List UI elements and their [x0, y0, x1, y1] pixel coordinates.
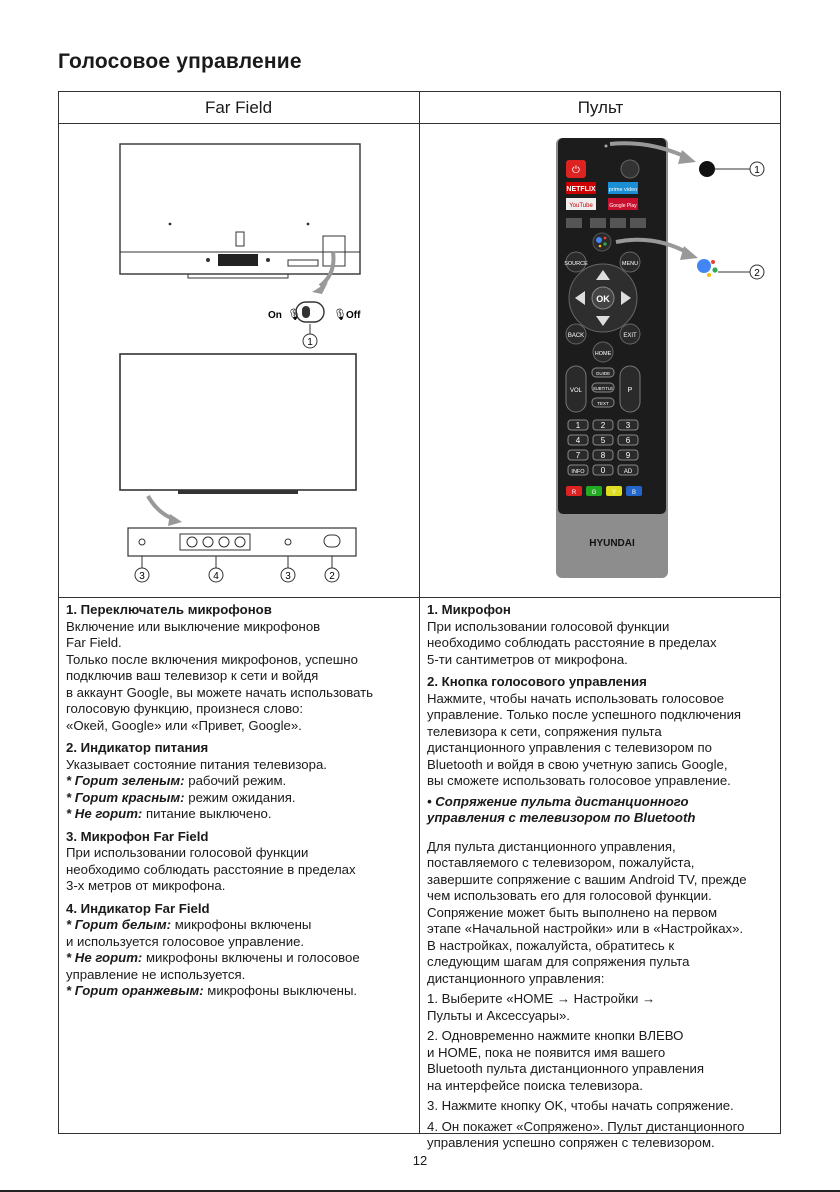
tv-figure — [58, 124, 419, 596]
text-line: необходимо соблюдать расстояние в пределах — [66, 861, 356, 877]
text-line: на интерфейсе поиска телевизора. — [427, 1077, 643, 1093]
far-field-indicator-heading: 4. Индикатор Far Field — [66, 900, 210, 916]
text-line: Пульты и Аксессуары». — [427, 1007, 570, 1023]
text-line: управления успешно сопряжен с телевизором. — [427, 1135, 715, 1150]
text-span: рабочий режим. — [184, 773, 287, 788]
text-span: режим ожидания. — [184, 789, 296, 805]
guide-button-label: GUIDE — [595, 371, 611, 376]
emphasis: * Не горит: — [66, 950, 143, 965]
text-line: «Окей, Google» или «Привет, Google». — [66, 717, 302, 733]
num-2: 2 — [600, 421, 606, 430]
text-line — [66, 917, 416, 934]
text-line: Включение или выключение микрофонов — [66, 618, 321, 634]
text-line — [66, 806, 416, 823]
text-line — [66, 773, 416, 790]
home-button-label: HOME — [594, 351, 612, 357]
switch-off-label: Off — [346, 310, 361, 321]
ad-button-label: AD — [623, 469, 633, 475]
text-line: завершите сопряжение с вашим Android TV, прежде — [427, 871, 747, 887]
text-span: питание выключено. — [142, 806, 272, 821]
text-line: подключив ваш телевизор к сети и войдя — [66, 668, 319, 683]
callout-1-tv: 1 — [307, 337, 313, 348]
num-0: 0 — [600, 466, 606, 475]
text-line: Указывает состояние питания телевизора. — [66, 756, 327, 772]
text-line: следующим шагам для сопряжения пульта — [427, 954, 690, 969]
ok-button-label: OK — [596, 294, 610, 304]
text-line: 4. Он покажет «Сопряжено». Пульт дистанционного — [427, 1118, 745, 1134]
source-button-label: SOURCE — [564, 261, 588, 267]
text-line: и используется голосовое управление. — [66, 933, 305, 949]
microphone-heading: 1. Микрофон — [427, 602, 511, 617]
page-number: 12 — [412, 1153, 428, 1168]
text-line: голосовую функцию, произнеся слово: — [66, 701, 304, 716]
text-line: При использовании голосовой функции — [66, 845, 309, 860]
page-title: Голосовое управление — [58, 50, 302, 73]
text-line: телевизора к сети, сопряжения пульта — [427, 723, 662, 739]
num-6: 6 — [625, 436, 631, 445]
youtube-button-label: YouTube — [569, 203, 593, 209]
text-span: микрофоны выключены. — [203, 983, 358, 998]
num-4: 4 — [575, 436, 581, 445]
text-line: управление не используется. — [66, 966, 246, 982]
text-line: Для пульта дистанционного управления, — [427, 838, 676, 854]
remote-description — [427, 600, 779, 1152]
far-field-mic-heading: 3. Микрофон Far Field — [66, 828, 209, 844]
text-line: чем использовать его для голосовой функции. — [427, 888, 712, 903]
back-button-label: BACK — [567, 333, 585, 339]
svg-text:⏻: ⏻ — [572, 165, 580, 176]
text-line: Только после включения микрофонов, успешно — [66, 651, 358, 667]
callout-2-tv: 2 — [329, 571, 335, 582]
num-8: 8 — [600, 451, 606, 460]
blue-button-label: B — [631, 490, 637, 496]
num-7: 7 — [575, 451, 581, 460]
netflix-button-label: NETFLIX — [566, 186, 596, 193]
text-span: микрофоны включены и голосовое — [142, 950, 360, 965]
p-button-label: P — [627, 387, 633, 394]
col-header-far-field: Far Field — [204, 98, 273, 117]
text-line: 2. Одновременно нажмите кнопки ВЛЕВО — [427, 1028, 684, 1043]
text-line: Bluetooth пульта дистанционного управления — [427, 1061, 705, 1076]
exit-button-label: EXIT — [623, 333, 637, 339]
text-line: поставляемого с телевизором, пожалуйста, — [427, 855, 695, 870]
text-line: Сопряжение может быть выполнено на первом — [427, 904, 718, 920]
callout-4: 4 — [213, 571, 219, 582]
text-line: 3. Нажмите кнопку OK, чтобы начать сопряжение. — [427, 1098, 734, 1113]
text-line: 3-х метров от микрофона. — [66, 878, 226, 893]
text-line: При использовании голосовой функции — [427, 618, 670, 634]
text-line: В настройках, пожалуйста, обратитесь к — [427, 937, 675, 953]
emphasis: * Горит белым: — [66, 917, 172, 932]
info-button-label: INFO — [571, 469, 585, 475]
menu-button-label: MENU — [621, 261, 639, 267]
svg-text:🎙: 🎙 — [333, 309, 347, 321]
text-line: вы сможете использовать голосовое управление. — [427, 773, 731, 788]
text-line: 1. Выберите «HOME → Настройки → — [427, 991, 656, 1006]
vol-button-label: VOL — [569, 388, 583, 394]
text-line: дистанционного управления: — [427, 970, 605, 986]
text-line: этапе «Начальной настройки» или в «Настройках». — [427, 921, 744, 936]
text-line: 5-ти сантиметров от микрофона. — [427, 651, 628, 667]
num-1: 1 — [575, 421, 581, 430]
text-span: микрофоны включены — [171, 917, 312, 932]
far-field-description — [66, 600, 416, 1000]
emphasis: * Горит оранжевым: — [66, 983, 204, 998]
svg-text:🎙: 🎙 — [287, 309, 301, 321]
callout-2-remote: 2 — [754, 268, 760, 279]
green-button-label: G — [591, 490, 597, 496]
text-line: и HOME, пока не появится имя вашего — [427, 1044, 666, 1060]
subtitle-button-label: SUBTITLE — [592, 386, 614, 391]
text-line — [66, 983, 416, 1000]
num-9: 9 — [625, 451, 631, 460]
pairing-heading: • Сопряжение пульта дистанционного — [427, 793, 689, 809]
text-line: Far Field. — [66, 635, 122, 650]
text-button-label: TEXT — [597, 401, 609, 406]
callout-3-a: 3 — [139, 571, 145, 582]
text-line: управление. Только после успешного подключения — [427, 707, 742, 722]
text-line: в аккаунт Google, вы можете начать использовать — [66, 684, 374, 700]
voice-button-heading: 2. Кнопка голосового управления — [427, 674, 647, 689]
remote-figure — [420, 124, 781, 596]
red-button-label: R — [571, 490, 577, 496]
yellow-button-label: Y — [611, 490, 617, 496]
num-3: 3 — [625, 421, 631, 430]
callout-1-remote: 1 — [754, 165, 760, 176]
gplay-button-label: Google Play — [609, 203, 637, 209]
prime-button-label: prime video — [608, 187, 638, 193]
text-line — [66, 950, 416, 967]
power-indicator-heading: 2. Индикатор питания — [66, 740, 209, 755]
col-header-remote: Пульт — [577, 98, 624, 117]
emphasis: * Не горит: — [66, 806, 143, 821]
text-line: необходимо соблюдать расстояние в пределах — [427, 635, 717, 650]
text-line — [66, 790, 416, 807]
switch-on-label: On — [268, 310, 282, 321]
pairing-heading-cont: управления с телевизором по Bluetooth — [427, 810, 696, 825]
emphasis: * Горит зеленым: — [66, 773, 185, 788]
num-5: 5 — [600, 436, 606, 445]
callout-3-b: 3 — [285, 571, 291, 582]
text-line: дистанционного управления с телевизором по — [427, 740, 712, 755]
emphasis: * Горит красным: — [66, 789, 185, 805]
text-line: Нажмите, чтобы начать использовать голосовое — [427, 690, 725, 706]
mic-switch-heading: 1. Переключатель микрофонов — [66, 602, 272, 617]
table-figure-divider — [58, 597, 781, 598]
text-line: Bluetooth и войдя в свою учетную запись Google, — [427, 756, 728, 772]
remote-brand: HYUNDAI — [589, 538, 635, 549]
